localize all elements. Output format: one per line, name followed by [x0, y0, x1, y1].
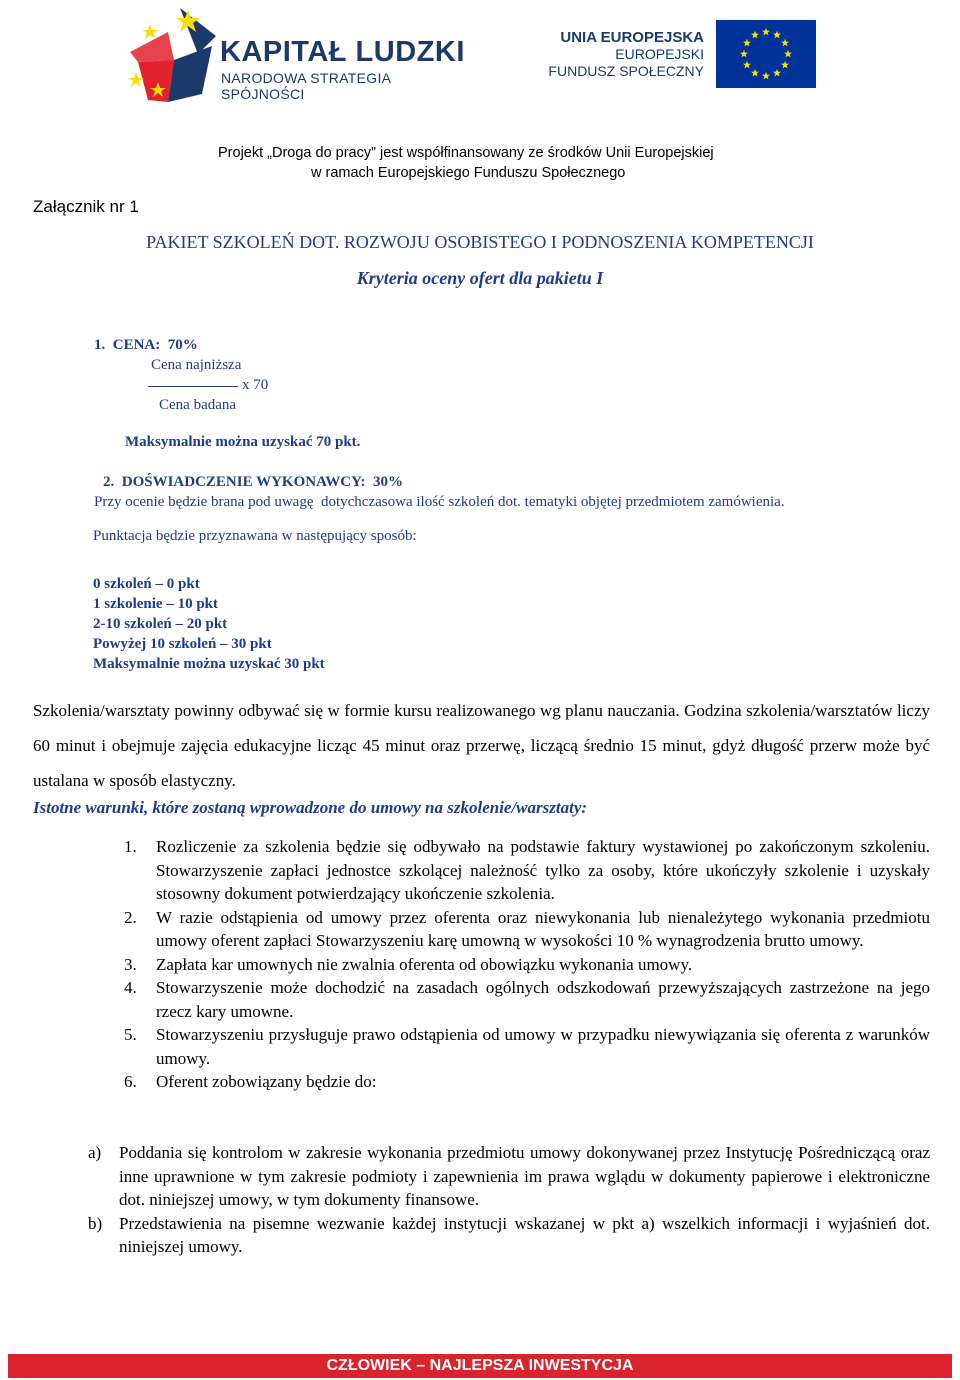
condition-number: 1. — [124, 837, 137, 856]
kapital-ludzki-emblem-icon — [128, 2, 218, 108]
condition-item — [124, 1070, 930, 1094]
score-item: Powyżej 10 szkoleń – 30 pkt — [93, 636, 272, 652]
obligation-item — [88, 1212, 930, 1259]
condition-text: Zapłata kar umownych nie zwalnia oferenta od obowiązku wykonania umowy. — [156, 954, 693, 974]
kapital-ludzki-logo-subtitle: NARODOWA STRATEGIA SPÓJNOŚCI — [221, 70, 391, 102]
condition-text: Rozliczenie za szkolenia będzie się odbywało na podstawie faktury wystawionej po zakończonym szkoleniu. Stowarzyszenie zapłaci jednostce szkolącej należność tylko za osoby, które ukończyły szkolenie i uzyskały stosowny dokument potwierdzający ukończenie szkolenia. — [156, 837, 930, 903]
document-subtitle: Kryteria oceny ofert dla pakietu I — [356, 268, 604, 288]
condition-number: 3. — [124, 954, 137, 974]
condition-text: W razie odstąpienia od umowy przez oferenta oraz niewykonania lub nienależytego wykonania przedmiotu umowy oferent zapłaci Stowarzyszeniu karę umowną w wysokości 10 % wynagrodzenia brutto umowy. — [156, 907, 930, 950]
condition-item — [124, 953, 930, 977]
eu-flag-icon — [716, 20, 816, 88]
condition-item — [124, 906, 930, 953]
criterion2-scoring-intro: Punktacja będzie przyznawana w następujący sposób: — [93, 528, 417, 544]
condition-item — [124, 835, 930, 906]
document-title: PAKIET SZKOLEŃ DOT. ROZWOJU OSOBISTEGO I PODNOSZENIA KOMPETENCJI — [146, 232, 814, 252]
obligation-text: Przedstawienia na pisemne wezwanie każdej instytucji wskazanej w pkt a) wszelkich informacji i wyjaśnień dot. niniejszej umowy. — [119, 1213, 930, 1256]
condition-number: 6. — [124, 1072, 137, 1091]
attachment-label: Załącznik nr 1 — [33, 197, 139, 216]
condition-number: 4. — [124, 978, 137, 997]
training-paragraph: Szkolenia/warsztaty powinny odbywać się w formie kursu realizowanego wg planu nauczania. Godzina szkolenia/warsztatów liczy 60 minut i obejmuje zajęcia edukacyjne licząc 45 minut oraz przerwę, liczącą średnio 15 minut, gdyż długość przerw może być ustalana w sposób elastyczny. — [33, 701, 930, 790]
score-item: Maksymalnie można uzyskać 30 pkt — [93, 656, 325, 672]
conditions-heading: Istotne warunki, które zostaną wprowadzone do umowy na szkolenie/warsztaty: — [33, 798, 588, 817]
obligation-letter: b) — [88, 1213, 103, 1233]
criterion1-numerator: Cena najniższa — [151, 357, 242, 373]
obligation-item — [88, 1141, 930, 1212]
conditions-list — [124, 835, 930, 1094]
condition-number: 2. — [124, 907, 137, 927]
condition-text: Stowarzyszeniu przysługuje prawo odstąpienia od umowy w przypadku niewywiązania się oferenta z warunków umowy. — [156, 1025, 930, 1068]
score-item: 0 szkoleń – 0 pkt — [93, 576, 200, 592]
condition-item — [124, 976, 930, 1023]
scores-list — [93, 574, 325, 674]
criterion1-max: Maksymalnie można uzyskać 70 pkt. — [125, 434, 361, 450]
criterion1-multiplier: x 70 — [242, 377, 269, 393]
obligations-list — [88, 1141, 930, 1259]
eu-text-line2: EUROPEJSKI — [615, 46, 704, 62]
condition-item — [124, 1023, 930, 1070]
kapital-ludzki-logo-title: KAPITAŁ LUDZKI — [220, 36, 465, 68]
obligation-letter: a) — [88, 1143, 102, 1162]
score-item: 1 szkolenie – 10 pkt — [93, 596, 219, 612]
obligation-text: Poddania się kontrolom w zakresie wykonania przedmiotu umowy dokonywanej przez Instytucję Pośredniczącą oraz inne uprawnione w tym zakresie podmioty i zapewnienia im prawa wglądu w dokumenty papierowe i elektroniczne dot. niniejszej umowy, w tym dokumenty finansowe. — [119, 1143, 930, 1209]
kapital-ludzki-logo — [128, 2, 468, 108]
condition-text: Stowarzyszenie może dochodzić na zasadach ogólnych odszkodowań przewyższających zastrzeżone na jego rzecz kary umowne. — [156, 978, 930, 1021]
criterion2-description: Przy ocenie będzie brana pod uwagę dotychczasowa ilość szkoleń dot. tematyki objętej przedmiotem zamówienia. — [94, 494, 785, 510]
eu-text-line1: UNIA EUROPEJSKA — [560, 29, 704, 46]
condition-text: Oferent zobowiązany będzie do: — [156, 1072, 377, 1091]
criterion1-denominator: Cena badana — [159, 397, 237, 413]
condition-number: 5. — [124, 1025, 137, 1044]
eu-fund-text — [546, 29, 704, 80]
project-info-line2: w ramach Europejskiego Funduszu Społecznego — [311, 165, 626, 181]
project-info-line1: Projekt „Droga do pracy” jest współfinansowany ze środków Unii Europejskiej — [218, 145, 714, 161]
eu-text-line3: FUNDUSZ SPOŁECZNY — [548, 63, 704, 79]
criterion2-heading: 2. DOŚWIADCZENIE WYKONAWCY: 30% — [103, 474, 404, 490]
footer-slogan: CZŁOWIEK – NAJLEPSZA INWESTYCJA — [8, 1354, 952, 1378]
fraction-line — [148, 386, 238, 387]
criterion1-heading: 1. CENA: 70% — [94, 337, 198, 353]
score-item: 2-10 szkoleń – 20 pkt — [93, 616, 228, 632]
